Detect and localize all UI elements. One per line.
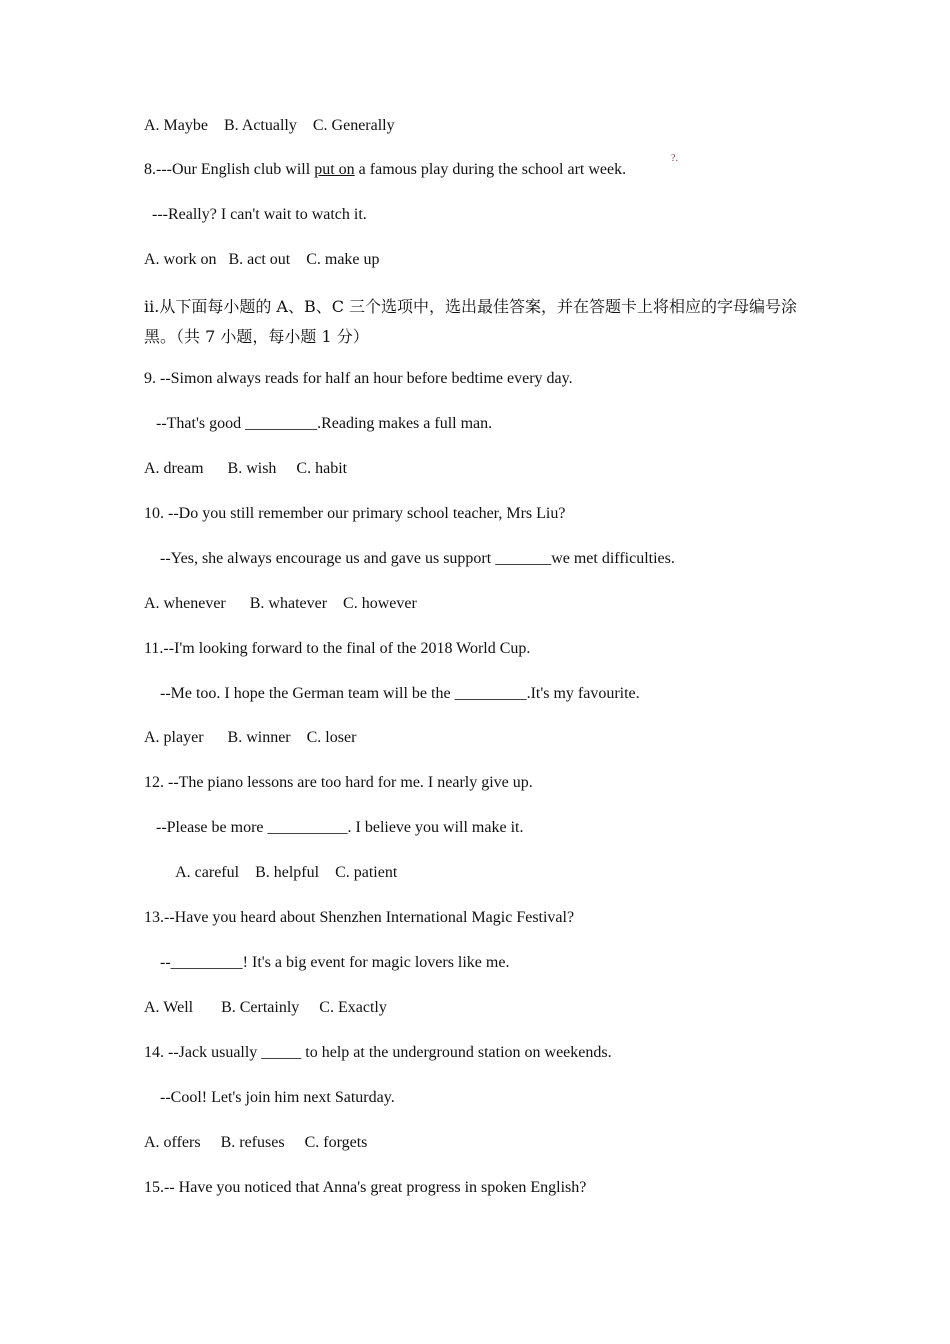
q15-prompt: 15.-- Have you noticed that Anna's great progress in spoken English? <box>144 1179 587 1196</box>
section-instructions-line-2: 黑。（共 7 小题，每小题 1 分） <box>144 327 369 346</box>
q13-options: A. Well B. Certainly C. Exactly <box>144 999 387 1016</box>
q12-reply: --Please be more __________. I believe you will make it. <box>144 819 524 836</box>
q8-prompt-suffix: a famous play during the school art week. <box>354 161 627 178</box>
q12-options: A. careful B. helpful C. patient <box>144 864 398 881</box>
q9-prompt: 9. --Simon always reads for half an hour before bedtime every day. <box>144 370 573 387</box>
q7-options: A. Maybe B. Actually C. Generally <box>144 117 395 134</box>
section-instructions-line-1: ii.从下面每小题的 A、B、C 三个选项中，选出最佳答案，并在答题卡上将相应的字母编号涂 <box>144 297 798 316</box>
q8-reply: ---Really? I can't wait to watch it. <box>144 206 367 223</box>
q12-prompt: 12. --The piano lessons are too hard for me. I nearly give up. <box>144 774 533 791</box>
q13-reply: --_________! It's a big event for magic lovers like me. <box>144 954 510 971</box>
q9-reply: --That's good _________.Reading makes a full man. <box>144 415 493 432</box>
q11-options: A. player B. winner C. loser <box>144 729 357 746</box>
q14-prompt: 14. --Jack usually _____ to help at the underground station on weekends. <box>144 1044 612 1061</box>
q14-options: A. offers B. refuses C. forgets <box>144 1134 368 1151</box>
margin-mark: ?. <box>671 153 678 164</box>
q14-reply: --Cool! Let's join him next Saturday. <box>144 1089 395 1106</box>
q8-prompt-prefix: 8.---Our English club will <box>144 161 315 178</box>
q8-underlined-phrase: put on <box>314 161 355 178</box>
q13-prompt: 13.--Have you heard about Shenzhen International Magic Festival? <box>144 909 575 926</box>
q11-prompt: 11.--I'm looking forward to the final of the 2018 World Cup. <box>144 640 531 657</box>
q9-options: A. dream B. wish C. habit <box>144 460 348 477</box>
q10-options: A. whenever B. whatever C. however <box>144 595 417 612</box>
section-instructions <box>144 292 814 352</box>
q11-reply: --Me too. I hope the German team will be the _________.It's my favourite. <box>144 685 640 702</box>
q10-prompt: 10. --Do you still remember our primary school teacher, Mrs Liu? <box>144 505 566 522</box>
q10-reply: --Yes, she always encourage us and gave us support _______we met difficulties. <box>144 550 675 567</box>
q8-options: A. work on B. act out C. make up <box>144 251 380 268</box>
q8-prompt <box>144 160 626 180</box>
